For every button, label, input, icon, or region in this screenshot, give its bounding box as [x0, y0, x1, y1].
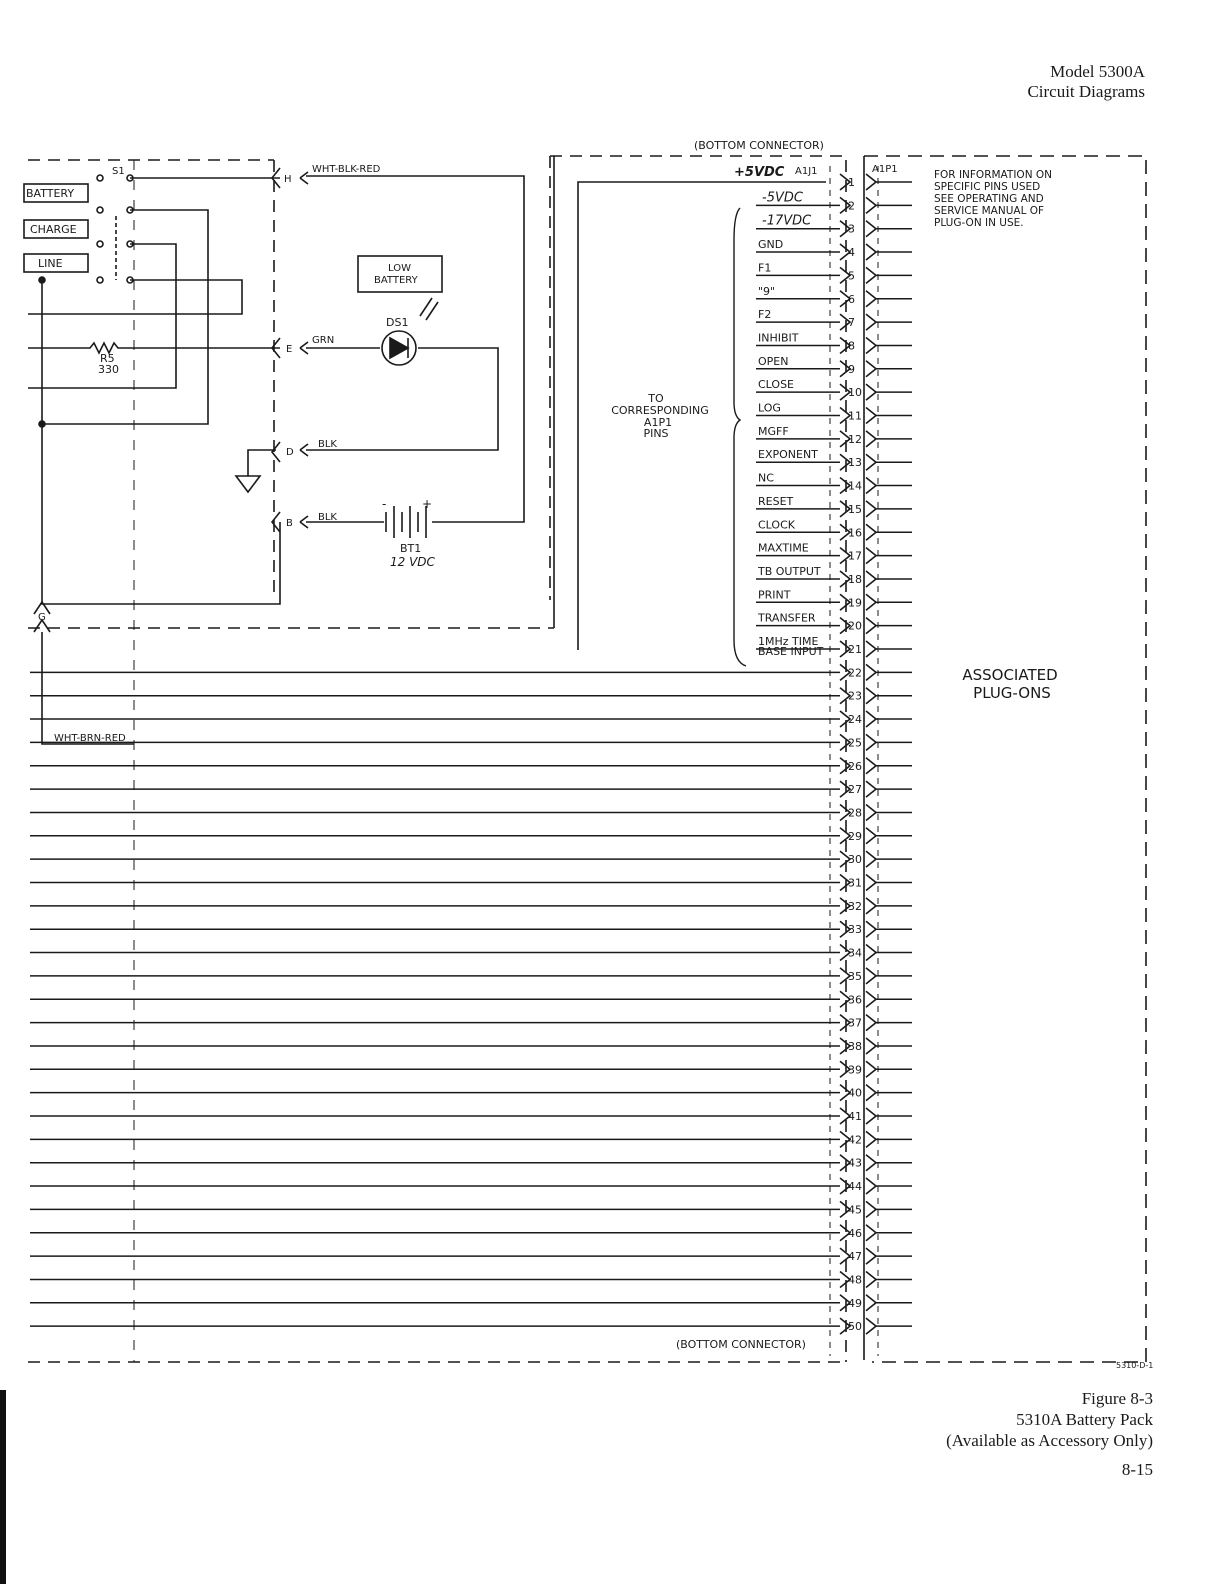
to-line-2: CORRESPONDING — [611, 404, 709, 417]
pin-chevron-right — [866, 174, 876, 190]
pin-chevron-right — [866, 267, 876, 283]
signal-name: LOG — [758, 401, 781, 415]
info-line-2: SPECIFIC PINS USED — [934, 181, 1041, 193]
signal-name: 1MHz TIME — [758, 635, 819, 648]
pin-number: 45 — [848, 1203, 862, 1217]
pin-number: 36 — [848, 993, 862, 1007]
pin-number: 28 — [848, 806, 862, 820]
pin-number: 40 — [848, 1086, 862, 1100]
pin-chevron-right — [866, 571, 876, 587]
pin-number: 15 — [848, 502, 862, 516]
signal-name: CLOCK — [758, 518, 795, 532]
signal-name: EXPONENT — [758, 448, 818, 462]
signal-name: OPEN — [758, 354, 789, 368]
terminal-b-label: B — [286, 518, 293, 529]
pin-number: 42 — [848, 1133, 862, 1147]
pin-number: 33 — [848, 923, 862, 937]
pin-chevron-right — [866, 524, 876, 540]
connector-top-label: (BOTTOM CONNECTOR) — [694, 139, 824, 152]
resistor-r5 — [28, 343, 280, 353]
pin-chevron-right — [866, 945, 876, 961]
info-line-4: SERVICE MANUAL OF — [934, 205, 1045, 217]
pin-chevron-right — [866, 1015, 876, 1031]
header-section: Circuit Diagrams — [1027, 82, 1145, 101]
pin-number: 19 — [848, 596, 862, 610]
pin-number: 9 — [848, 362, 855, 376]
pin-number: 30 — [848, 853, 862, 867]
a1j1-label: A1J1 — [795, 166, 818, 177]
pin-column — [840, 174, 912, 1334]
pin-chevron-right — [866, 1131, 876, 1147]
signal-name: CLOSE — [758, 378, 795, 392]
pin-number: 17 — [848, 549, 862, 563]
pin-number: 10 — [848, 386, 862, 400]
pin-number: 27 — [848, 783, 862, 797]
pin-chevron-right — [866, 1271, 876, 1287]
pin-chevron-right — [866, 758, 876, 774]
wire-b-label: BLK — [318, 512, 337, 523]
header-model: Model 5300A — [1050, 62, 1145, 81]
pin-chevron-right — [866, 991, 876, 1007]
pin-chevron-right — [866, 1038, 876, 1054]
resistor-ref: R5 — [100, 352, 115, 365]
info-line-5: PLUG-ON IN USE. — [934, 217, 1024, 229]
signal-name: F1 — [758, 261, 772, 275]
led-ref: DS1 — [386, 316, 409, 329]
pin-chevron-right — [866, 1155, 876, 1171]
pin-chevron-right — [866, 664, 876, 680]
switch-line-label: LINE — [38, 257, 63, 270]
switch-s1-ref: S1 — [112, 166, 125, 177]
pin-chevron-right — [866, 875, 876, 891]
signal-name: GND — [758, 238, 784, 252]
pin-number: 21 — [848, 643, 862, 656]
to-line-4: PINS — [643, 427, 669, 440]
pin-number: 7 — [848, 316, 855, 330]
led-label-1: LOW — [388, 263, 411, 274]
caption-title: 5310A Battery Pack — [1016, 1410, 1153, 1429]
signal-name: -5VDC — [762, 190, 803, 206]
pin-chevron-right — [866, 898, 876, 914]
to-line-1: TO — [648, 392, 664, 405]
pin-chevron-right — [866, 501, 876, 517]
pin-chevron-right — [866, 197, 876, 213]
pin-number: 22 — [848, 666, 862, 680]
signal-name: TRANSFER — [758, 611, 816, 625]
pin-number: 50 — [848, 1320, 862, 1334]
terminal-h-label: H — [284, 174, 292, 185]
pin-chevron-right — [866, 1108, 876, 1124]
figure-caption — [946, 1388, 1153, 1451]
binding-edge — [0, 1390, 6, 1584]
battery-plus: + — [422, 497, 433, 511]
info-note — [934, 169, 1052, 229]
pin-number: 39 — [848, 1063, 862, 1077]
pin-number: 41 — [848, 1110, 862, 1123]
a1p1-label: A1P1 — [872, 164, 898, 175]
signal-name: MGFF — [758, 424, 789, 438]
pin-number: 3 — [848, 222, 855, 236]
led-rays — [420, 298, 438, 320]
signal-name: F2 — [758, 308, 772, 322]
pin-number: 13 — [848, 456, 862, 470]
led-label-2: BATTERY — [374, 275, 418, 286]
pin-chevron-right — [866, 221, 876, 237]
pin-number: 11 — [848, 409, 862, 423]
signal-name: MAXTIME — [758, 541, 809, 555]
signal-name: INHIBIT — [758, 331, 799, 345]
signal-name: -17VDC — [762, 213, 812, 229]
signal-name: "9" — [758, 284, 776, 298]
pin-chevron-right — [866, 688, 876, 704]
to-corresponding-note — [611, 392, 709, 440]
switch-battery-label: BATTERY — [26, 187, 75, 200]
pin-chevron-right — [866, 1085, 876, 1101]
pin-number: 29 — [848, 829, 862, 843]
page-number: 8-15 — [1121, 1460, 1153, 1479]
pin-number: 2 — [848, 199, 855, 213]
pin-number: 49 — [848, 1296, 862, 1310]
pin-chevron-right — [866, 734, 876, 750]
info-line-1: FOR INFORMATION ON — [934, 169, 1053, 181]
pin-chevron-right — [866, 618, 876, 634]
pin-chevron-right — [866, 454, 876, 470]
caption-figure: Figure 8-3 — [1081, 1389, 1153, 1408]
pin-number: 35 — [848, 969, 862, 983]
signal-name: RESET — [758, 494, 794, 508]
associated-line-2: PLUG-ONS — [973, 684, 1051, 702]
switch-charge-label: CHARGE — [30, 223, 77, 236]
pin-number: 20 — [848, 619, 862, 633]
pin-number: 16 — [848, 526, 862, 540]
wire-h-label: WHT-BLK-RED — [312, 164, 381, 175]
pin-chevron-right — [866, 314, 876, 330]
battery-minus: - — [382, 497, 387, 511]
bus-wires — [30, 205, 840, 1326]
pin-number: 14 — [848, 479, 862, 493]
pin-number: 32 — [848, 899, 862, 913]
pin-number: 4 — [848, 246, 855, 260]
pin-chevron-right — [866, 478, 876, 494]
wire-e-label: GRN — [312, 335, 335, 346]
signal-column — [757, 190, 824, 658]
pin-number: 5 — [848, 269, 855, 283]
signal-name: BASE INPUT — [758, 645, 824, 658]
pin-chevron-right — [866, 804, 876, 820]
pin-number: 44 — [848, 1180, 862, 1194]
drawing-number: 5310-D-1 — [1116, 1361, 1154, 1370]
pin-number: 1 — [848, 176, 855, 189]
pin-chevron-right — [866, 851, 876, 867]
connector-bottom-label: (BOTTOM CONNECTOR) — [676, 1338, 806, 1351]
pin-chevron-right — [866, 641, 876, 657]
low-battery-label-box — [358, 256, 442, 292]
pin-number: 47 — [848, 1250, 862, 1264]
terminal-g-label: G — [38, 612, 46, 623]
pin-number: 48 — [848, 1273, 862, 1287]
pin-chevron-right — [866, 361, 876, 377]
pin-chevron-right — [866, 291, 876, 307]
battery-value: 12 VDC — [390, 555, 435, 569]
caption-note: (Available as Accessory Only) — [946, 1431, 1153, 1450]
ground-symbol — [236, 476, 260, 492]
pin-number: 38 — [848, 1039, 862, 1053]
signal-name: TB OUTPUT — [758, 564, 821, 578]
pin-chevron-right — [866, 828, 876, 844]
a1p1-outline — [864, 156, 1146, 1362]
pin-chevron-right — [866, 1295, 876, 1311]
pin-number: 43 — [848, 1156, 862, 1170]
pin-chevron-right — [866, 921, 876, 937]
associated-plugons-label — [962, 666, 1057, 702]
wire-d-label: BLK — [318, 439, 337, 450]
to-line-3: A1P1 — [643, 416, 673, 429]
pin-chevron-right — [866, 594, 876, 610]
signal-name: PRINT — [758, 588, 791, 602]
pin-chevron-right — [866, 968, 876, 984]
wire-g-label: WHT-BRN-RED — [54, 733, 126, 744]
pin-chevron-right — [866, 384, 876, 400]
associated-line-1: ASSOCIATED — [962, 666, 1058, 684]
terminal-d-label: D — [286, 447, 294, 458]
pin-chevron-right — [866, 1061, 876, 1077]
pin-number: 24 — [848, 713, 862, 727]
pin-number: 31 — [848, 876, 862, 890]
pin-chevron-right — [866, 1178, 876, 1194]
pin-number: 18 — [848, 572, 862, 586]
resistor-value: 330 — [98, 363, 119, 376]
pin-chevron-right — [866, 1225, 876, 1241]
pin-number: 12 — [848, 432, 862, 446]
pin-number: 8 — [848, 339, 855, 353]
pin-number: 25 — [848, 736, 862, 750]
pin-chevron-right — [866, 1201, 876, 1217]
info-line-3: SEE OPERATING AND — [934, 193, 1044, 205]
pin-chevron-right — [866, 1318, 876, 1334]
battery-ref: BT1 — [400, 542, 422, 555]
pin-chevron-right — [866, 408, 876, 424]
pin-number: 34 — [848, 946, 862, 960]
pin-number: 6 — [848, 292, 855, 306]
pin-chevron-right — [866, 337, 876, 353]
pin-chevron-right — [866, 1248, 876, 1264]
pin-chevron-right — [866, 244, 876, 260]
pin-number: 37 — [848, 1016, 862, 1030]
plus5vdc-label: +5VDC — [734, 165, 785, 180]
battery-bt1 — [386, 506, 426, 538]
pin-chevron-right — [866, 711, 876, 727]
pin-chevron-right — [866, 548, 876, 564]
bracket-brace — [734, 208, 746, 666]
pin-chevron-right — [866, 781, 876, 797]
signal-name: NC — [758, 471, 774, 485]
pin-number: 46 — [848, 1226, 862, 1240]
terminal-e-label: E — [286, 344, 293, 355]
pin-number: 23 — [848, 689, 862, 703]
pin-chevron-right — [866, 431, 876, 447]
module-outline — [550, 156, 846, 1362]
pin-number: 26 — [848, 759, 862, 773]
